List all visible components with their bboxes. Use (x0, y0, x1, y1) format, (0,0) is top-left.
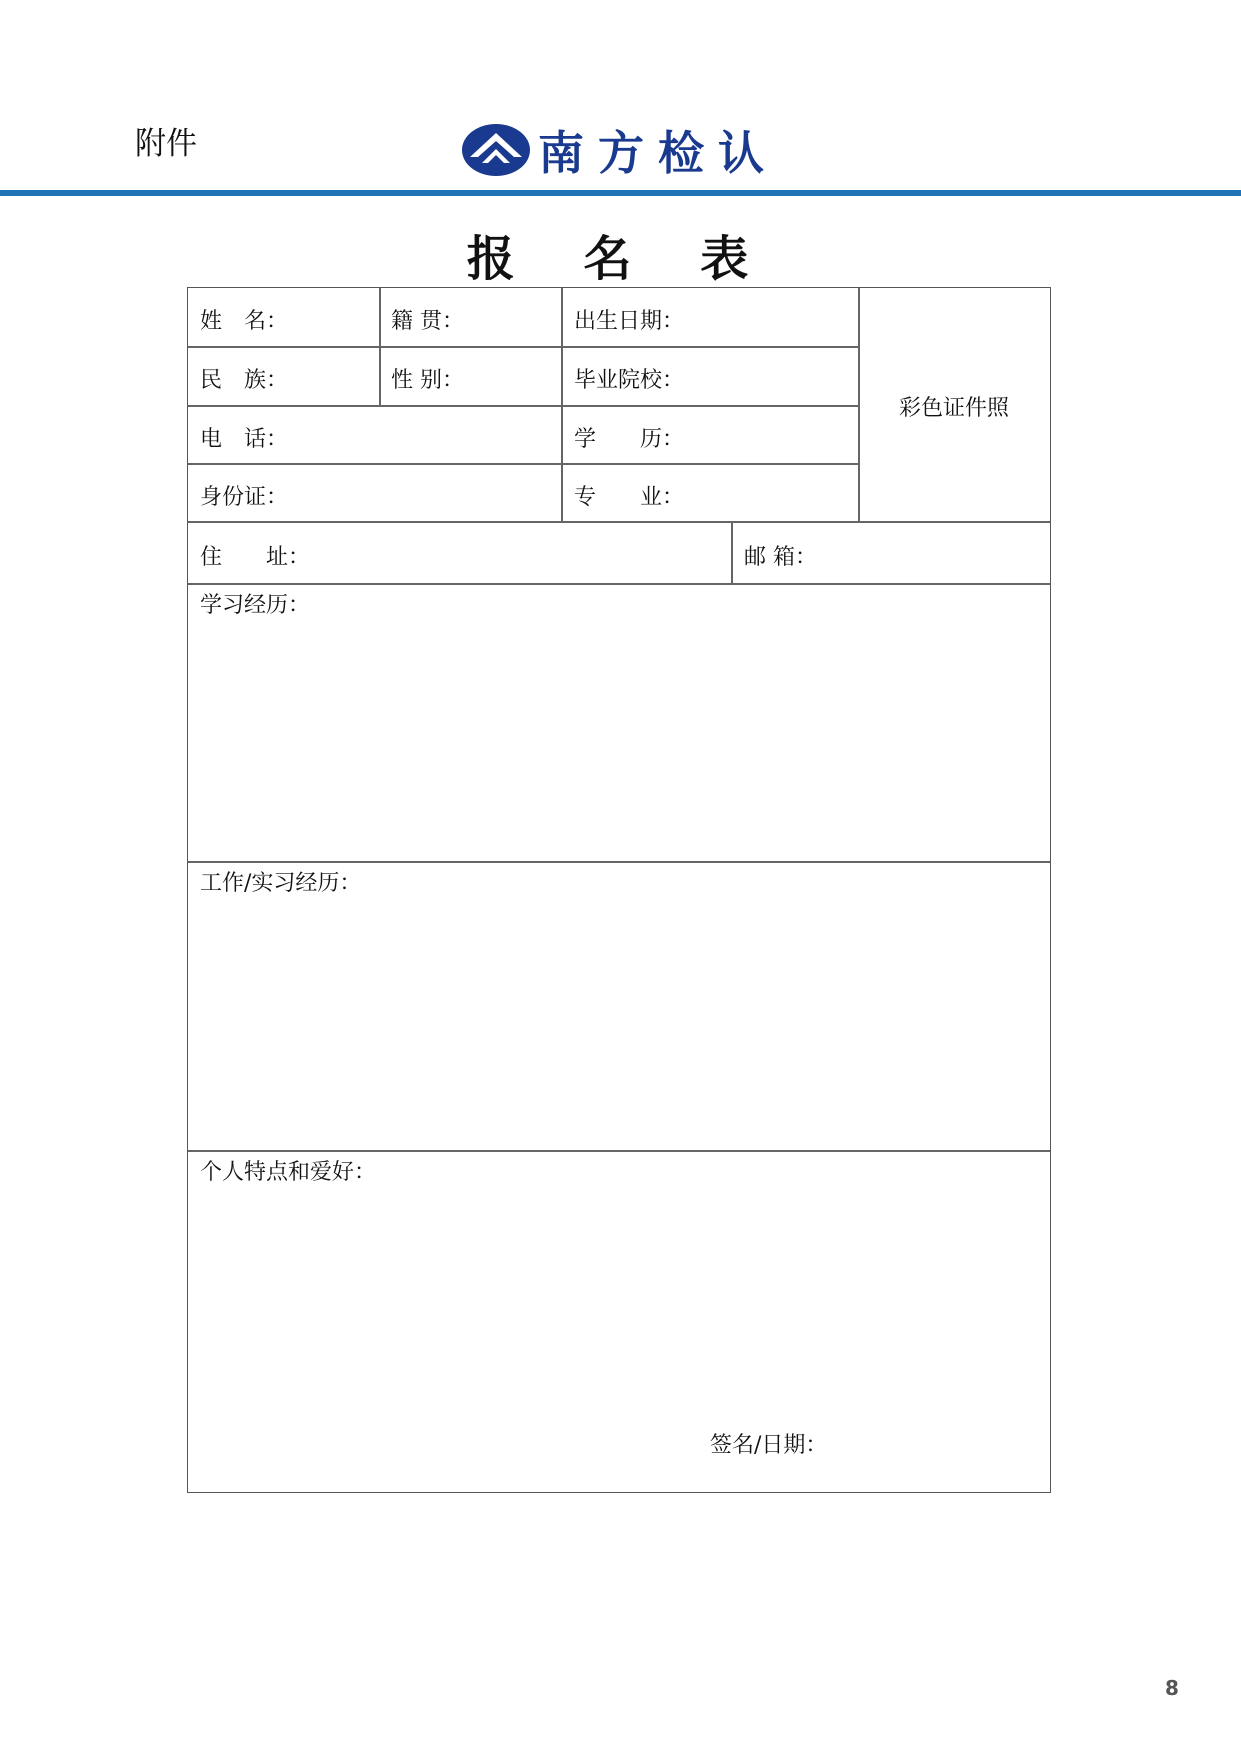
logo-text: 南方检认 (538, 126, 778, 180)
row-divider (188, 463, 858, 465)
row-divider (188, 583, 1050, 585)
work-history-label: 工作/实习经历： (200, 871, 362, 896)
id-card-label: 身份证： (200, 485, 289, 510)
page-number: 8 (1165, 1676, 1179, 1700)
col-divider (731, 521, 733, 583)
traits-hobbies-label: 个人特点和爱好： (200, 1160, 377, 1185)
address-label: 住 址： (200, 545, 311, 570)
gender-label: 性 别： (391, 368, 464, 393)
triangle-arrow-logo-icon (460, 121, 532, 179)
company-logo (460, 117, 778, 183)
phone-label: 电 话： (200, 427, 289, 452)
header-rule (0, 190, 1241, 196)
email-label: 邮 箱： (744, 545, 817, 570)
name-label: 姓 名： (200, 309, 289, 334)
school-label: 毕业院校： (574, 368, 685, 393)
row-divider (188, 1150, 1050, 1152)
form-title: 报 名 表 (466, 231, 775, 287)
study-history-label: 学习经历： (200, 593, 311, 618)
registration-form-table (187, 287, 1051, 1493)
row-divider (188, 405, 858, 407)
row-divider (188, 521, 1050, 523)
major-label: 专 业： (574, 485, 685, 510)
native-place-label: 籍 贯： (391, 309, 464, 334)
row-divider (188, 346, 858, 348)
signature-date-label: 签名/日期： (710, 1433, 828, 1458)
col-divider (379, 288, 381, 405)
ethnicity-label: 民 族： (200, 368, 289, 393)
education-label: 学 历： (574, 427, 685, 452)
birth-date-label: 出生日期： (574, 309, 685, 334)
row-divider (188, 861, 1050, 863)
col-divider (858, 288, 860, 521)
photo-label: 彩色证件照 (899, 396, 1010, 421)
attachment-label: 附件 (135, 126, 197, 162)
col-divider (561, 288, 563, 521)
